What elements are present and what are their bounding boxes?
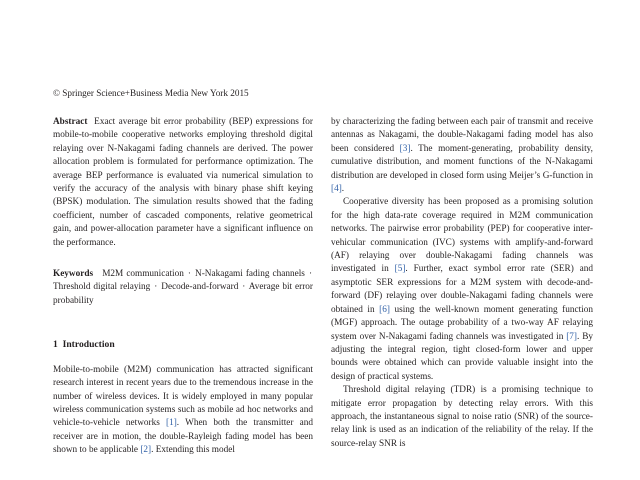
paragraph-text: . Further, exact symbol error rate (SER) and asymptotic SER expressions for a M2M system with decode-and-forward (DF) relaying over double-Nakagami fading channels were obtained in xyxy=(331,264,593,315)
keyword-separator: · xyxy=(154,282,158,293)
reference-link[interactable]: [2] xyxy=(140,445,152,456)
keywords xyxy=(53,268,313,308)
paragraph-text: . When both the transmitter and receiver are in motion, the double-Rayleigh fading model has been shown to be applicable xyxy=(53,418,313,456)
paragraph-text: . By adjusting the integral region, tight closed-form lower and upper bounds were obtained which can provide valuable insight into the design of practical systems. xyxy=(331,331,594,382)
reference-link[interactable]: [3] xyxy=(399,143,411,154)
keyword-item: Average bit error probability xyxy=(53,282,314,306)
reference-link[interactable]: [1] xyxy=(166,418,177,429)
reference-link[interactable]: [6] xyxy=(379,304,390,315)
paragraph-text: . The moment-generating, probability density, cumulative distribution, and moment functions of the N-Nakagami distribution are developed in closed form using Meijer’s G-function in xyxy=(331,143,593,181)
paragraph-text: by characterizing the fading between each pair of transmit and receive antennas as Nakagami, the double-Nakagami fading model has also been considered xyxy=(331,117,593,154)
intro-paragraph xyxy=(53,364,313,458)
paragraph-text: Cooperative diversity has been proposed as a promising solution for the high data-rate coverage required in M2M communication networks. The pairwise error probability (PEP) for cooperative inter-vehicular communication (IVC) systems with amplify-and-forward (AF) relaying over double-Nakagami fading channels was investigated in xyxy=(331,197,593,275)
keyword-separator: · xyxy=(242,282,246,293)
keywords-label: Keywords xyxy=(53,269,94,280)
left-column xyxy=(53,116,313,458)
paragraph-text: Mobile-to-mobile (M2M) communication has attracted significant research interest in recent years due to the tremendous increase in the number of wireless devices. It is widely employed in many popular wireless communication systems such as mobile ad hoc networks and vehicle-to-vehicle networks xyxy=(53,364,313,429)
reference-link[interactable]: [7] xyxy=(566,331,578,342)
keyword-item: Threshold digital relaying xyxy=(53,282,151,293)
paragraph-continued xyxy=(331,116,593,196)
section-heading xyxy=(53,338,313,351)
reference-link[interactable]: [4] xyxy=(331,184,342,195)
paragraph-threshold-relaying xyxy=(331,384,593,451)
keyword-separator: · xyxy=(308,269,313,280)
section-title: Introduction xyxy=(62,339,115,351)
abstract-text: Exact average bit error probability (BEP) expressions for mobile-to-mobile cooperative networks employing threshold digital relaying over N-Nakagami fading channels are derived. The power allocation problem is formulated for performance optimization. The average BEP performance is evaluated via numerical simulation to verify the accuracy of the analysis with binary phase shift keying (BPSK) modulation. The simulation results showed that the fading coefficient, number of cascaded components, relative geometrical gain, and power-allocation parameter have a significant influence on the performance. xyxy=(53,117,313,248)
abstract-label: Abstract xyxy=(53,117,88,127)
right-column xyxy=(331,116,593,451)
keyword-item: Decode-and-forward xyxy=(161,282,239,293)
keyword-separator: · xyxy=(187,269,191,280)
copyright-notice: © Springer Science+Business Media New York 2015 xyxy=(53,88,249,98)
paragraph-text: Threshold digital relaying (TDR) is a promising technique to mitigate error propagation by detecting relay errors. With this approach, the instantaneous signal to noise ratio (SNR) of the source-relay link is used as an indication of the reliability of the relay. If the source-relay SNR is xyxy=(331,385,593,449)
abstract xyxy=(53,116,313,250)
paragraph-text: . xyxy=(341,184,345,195)
section-number: 1 xyxy=(53,339,58,351)
paragraph-text: using the well-known moment generating function (MGF) approach. The outage probability of a two-way AF relaying system over N-Nakagami fading channels was investigated in xyxy=(331,304,593,342)
keyword-item: N-Nakagami fading channels xyxy=(195,269,305,280)
reference-link[interactable]: [5] xyxy=(394,264,406,275)
paragraph-cooperative-diversity xyxy=(331,196,593,384)
paragraph-text: . Extending this model xyxy=(151,445,235,456)
keyword-item: M2M communication xyxy=(102,269,184,280)
